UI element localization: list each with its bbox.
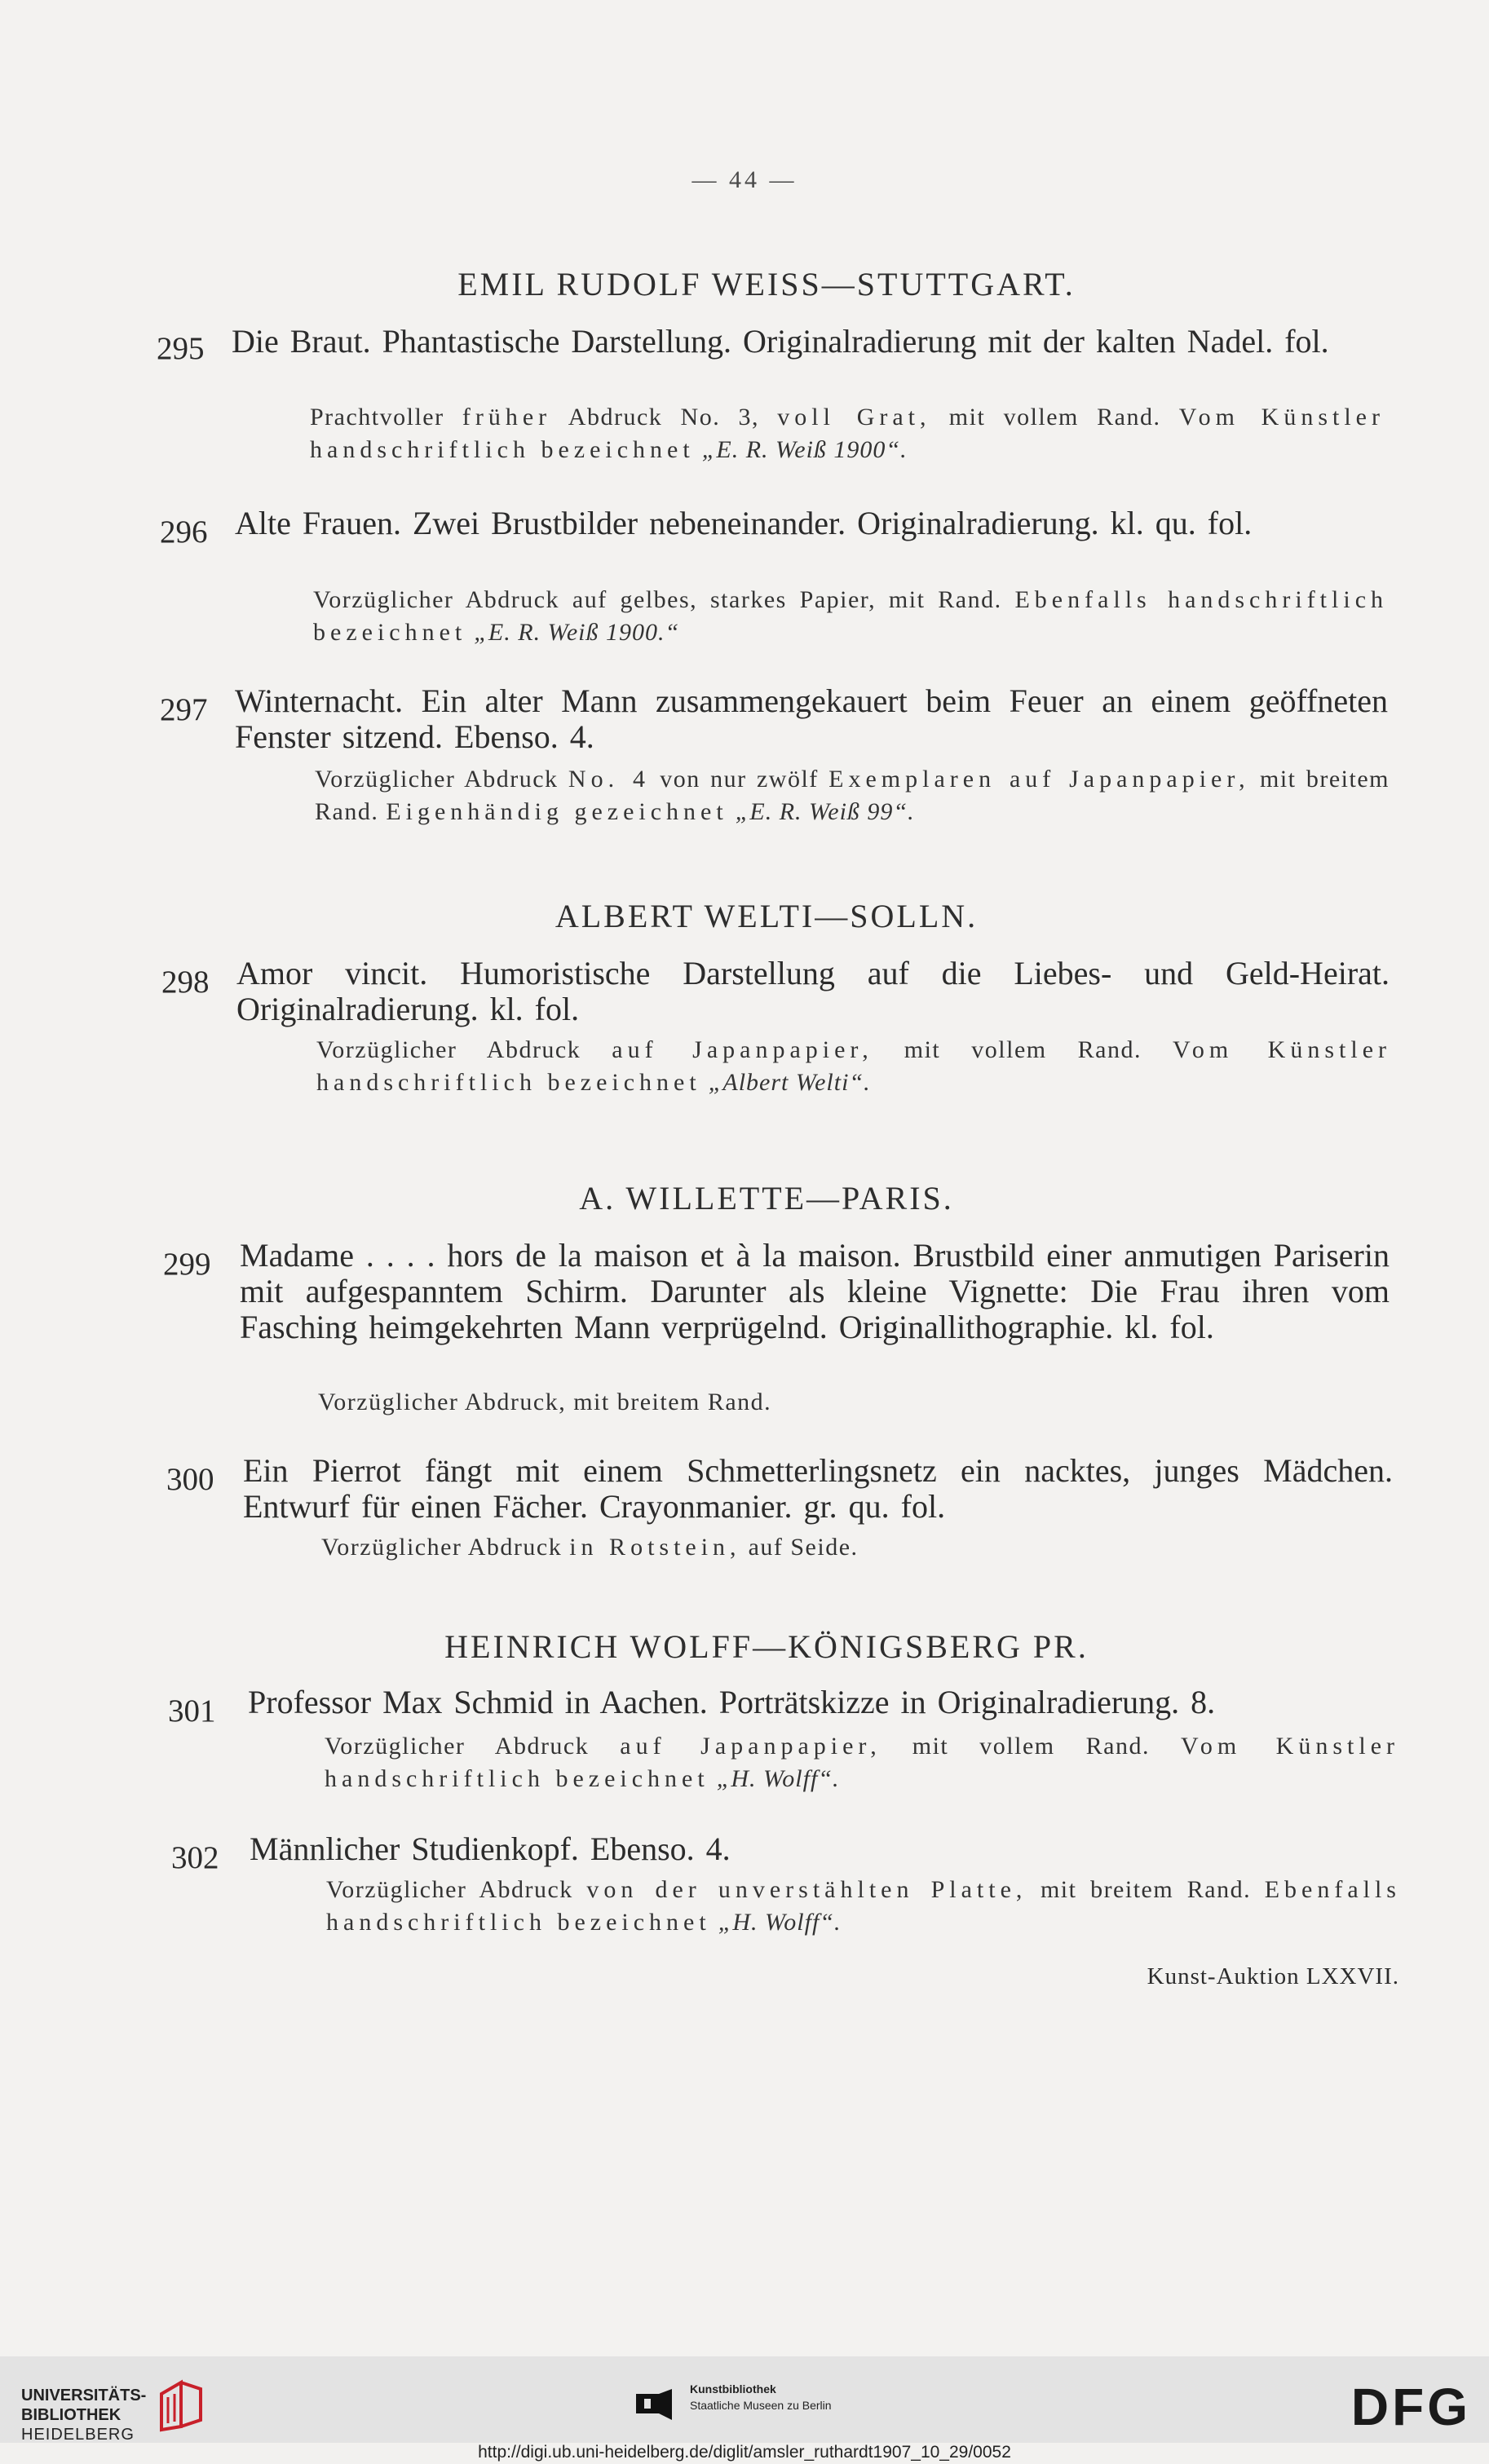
entry-description: Vorzüglicher Abdruck auf gelbes, starkes Papier, mit Rand. Ebenfalls handschriftlich bezeichnet „E. R. Weiß 1900.“ (313, 586, 1389, 646)
entry-description: Vorzüglicher Abdruck, mit breitem Rand. (318, 1389, 772, 1415)
entry-description: Vorzüglicher Abdruck auf Japanpapier, mit vollem Rand. Vom Künstler handschriftlich bezeichnet „H. Wolff“. (325, 1733, 1400, 1792)
section-heading-willette: A. WILLETTE—PARIS. (579, 1180, 954, 1217)
page-number: — 44 — (691, 166, 798, 193)
ub-heidelberg-wordmark[interactable]: UNIVERSITÄTS- BIBLIOTHEK HEIDELBERG (21, 2387, 147, 2444)
entry-description: Prachtvoller früher Abdruck No. 3, voll Grat, mit vollem Rand. Vom Künstler handschriftlich bezeichnet „E. R. Weiß 1900“. (310, 404, 1385, 463)
entry-number: 299 (163, 1247, 211, 1282)
kunstbibliothek-logo-icon[interactable] (634, 2387, 680, 2423)
kunstbibliothek-wordmark[interactable]: Kunstbibliothek Staatliche Museen zu Berlin (690, 2382, 832, 2412)
entry-description: Vorzüglicher Abdruck auf Japanpapier, mit vollem Rand. Vom Künstler handschriftlich bezeichnet „Albert Welti“. (316, 1036, 1392, 1096)
entry-number: 296 (160, 514, 208, 550)
entry-title: Die Braut. Phantastische Darstellung. Originalradierung mit der kalten Nadel. fol. (232, 323, 1329, 360)
entry-number: 295 (157, 331, 205, 366)
signature: „E. R. Weiß 99“. (735, 798, 915, 825)
entry-number: 297 (160, 692, 208, 727)
signature: „E. R. Weiß 1900“. (701, 436, 908, 463)
entry-title: Alte Frauen. Zwei Brustbilder nebeneinander. Originalradierung. kl. qu. fol. (235, 505, 1253, 541)
entry-description: Vorzüglicher Abdruck von der unverstählten Platte, mit breitem Rand. Ebenfalls handschriftlich bezeichnet „H. Wolff“. (326, 1876, 1401, 1936)
entry-title: Winternacht. Ein alter Mann zusammengekauert beim Feuer an einem geöffneten Fenster sitzend. Ebenso. 4. (235, 682, 1388, 755)
entry-number: 301 (168, 1693, 216, 1729)
catalog-note: Kunst-Auktion LXXVII. (1147, 1963, 1399, 1989)
entry-title: Professor Max Schmid in Aachen. Porträtskizze in Originalradierung. 8. (248, 1684, 1216, 1720)
entry-description: Vorzüglicher Abdruck in Rotstein, auf Seide. (321, 1534, 859, 1561)
entry-number: 302 (171, 1840, 219, 1875)
entry-title: Madame . . . . hors de la maison et à la maison. Brustbild einer anmutigen Pariserin mit aufgespanntem Schirm. Darunter als kleine Vignette: Die Frau ihren vom Fasching heimgekehrten Mann verprügelnd. Originallithographie. kl. fol. (240, 1237, 1390, 1345)
section-heading-weiss: EMIL RUDOLF WEISS—STUTTGART. (457, 266, 1076, 302)
signature: „H. Wolff“. (716, 1765, 840, 1792)
dfg-logo[interactable]: DFG (1350, 2378, 1471, 2436)
signature: „Albert Welti“. (708, 1069, 871, 1096)
entry-number: 298 (161, 965, 210, 1000)
entry-description: Vorzüglicher Abdruck No. 4 von nur zwölf Exemplaren auf Japanpapier, mit breitem Rand. Eigenhändig gezeichnet „E. R. Weiß 99“. (315, 766, 1390, 825)
source-url[interactable]: http://digi.ub.uni-heidelberg.de/diglit/amsler_ruthardt1907_10_29/0052 (478, 2443, 1011, 2462)
signature: „E. R. Weiß 1900.“ (474, 619, 680, 646)
section-heading-welti: ALBERT WELTI—SOLLN. (555, 898, 979, 934)
signature: „H. Wolff“. (718, 1909, 842, 1936)
entry-number: 300 (166, 1462, 214, 1497)
entry-title: Ein Pierrot fängt mit einem Schmetterlingsnetz ein nacktes, junges Mädchen. Entwurf für einen Fächer. Crayonmanier. gr. qu. fol. (243, 1452, 1393, 1525)
section-heading-wolff: HEINRICH WOLFF—KÖNIGSBERG PR. (444, 1628, 1089, 1665)
footer-bar (0, 2356, 1489, 2443)
ub-heidelberg-logo-icon[interactable] (157, 2378, 204, 2435)
entry-title: Amor vincit. Humoristische Darstellung auf die Liebes- und Geld-Heirat. Originalradierung. kl. fol. (236, 955, 1390, 1027)
entry-title: Männlicher Studienkopf. Ebenso. 4. (250, 1830, 731, 1867)
